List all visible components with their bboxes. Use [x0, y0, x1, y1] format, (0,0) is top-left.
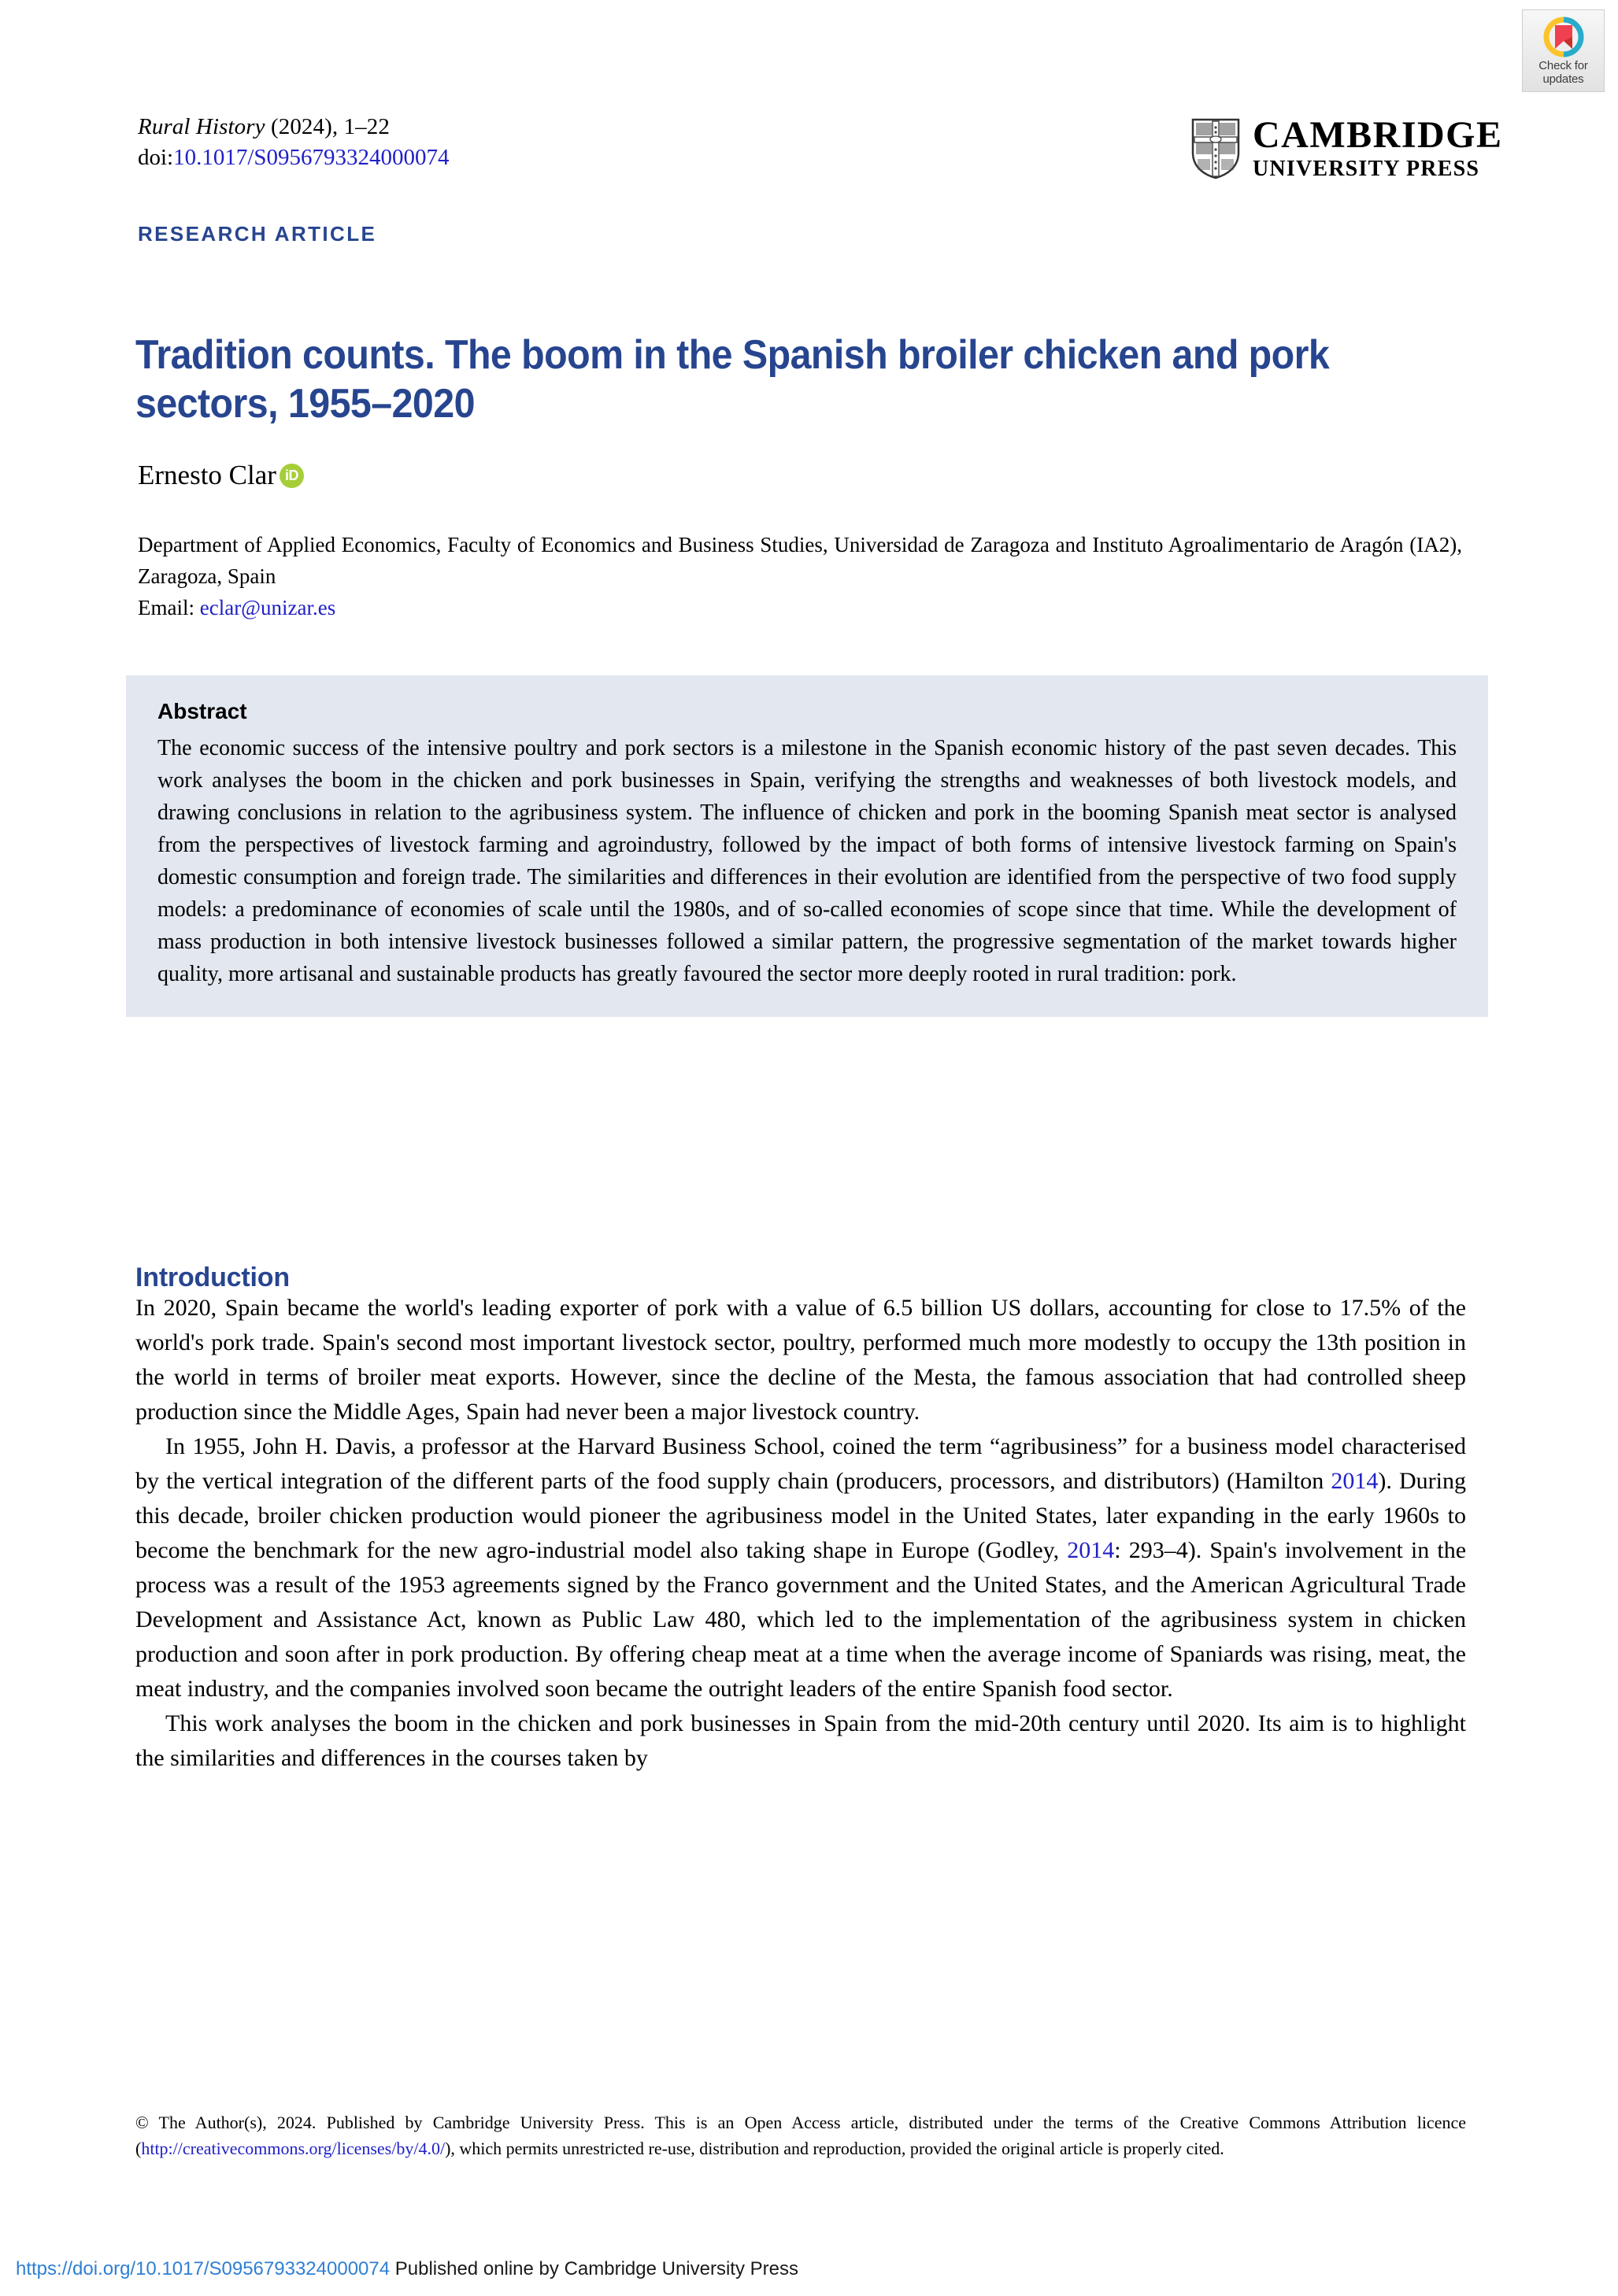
- paragraph-3: This work analyses the boom in the chicken and pork businesses in Spain from the mid-20th century until 2020. Its aim is to highlight the similarities and differences in the courses taken by: [135, 1710, 1466, 1771]
- publisher-name-line1: CAMBRIDGE: [1253, 114, 1503, 156]
- crossmark-badge[interactable]: [1522, 9, 1605, 92]
- author-line: [138, 459, 304, 492]
- introduction-body: [135, 1291, 1466, 1776]
- author-name: Ernesto Clar: [138, 460, 276, 490]
- bottom-doi-link[interactable]: https://doi.org/10.1017/S0956793324000074: [16, 2258, 391, 2279]
- crossmark-label-line1: Check for: [1538, 59, 1588, 72]
- abstract-section: [126, 675, 1488, 1017]
- citation-link-hamilton[interactable]: 2014: [1331, 1468, 1379, 1494]
- author-email-line: [138, 592, 335, 623]
- citation-link-godley[interactable]: 2014: [1067, 1537, 1115, 1563]
- copyright-part2: ), which permits unrestricted re-use, distribution and reproduction, provided the original article is properly cited.: [445, 2139, 1224, 2158]
- copyright-part1: © The Author(s), 2024. Published by Cambridge University Press. This is an Open Access article, distributed under the terms of the Creative Commons Attribution licence (: [135, 2113, 1466, 2158]
- paragraph-2-part1: In 1955, John H. Davis, a professor at the Harvard Business School, coined the term “agribusiness” for a business model characterised by the vertical integration of the different parts of the food supply chain (producers, processors, and distributors) (Hamilton: [135, 1433, 1466, 1494]
- licence-link[interactable]: http://creativecommons.org/licenses/by/4.0/: [141, 2139, 446, 2158]
- email-label: Email:: [138, 596, 200, 619]
- bottom-published-text: Published online by Cambridge University Press: [390, 2258, 798, 2279]
- publisher-wordmark: [1253, 116, 1503, 180]
- doi-line: [138, 142, 450, 172]
- journal-meta: (2024), 1–22: [265, 114, 390, 139]
- crossmark-label-line2: updates: [1542, 72, 1584, 86]
- article-type-label: RESEARCH ARTICLE: [138, 222, 377, 246]
- section-heading-introduction: Introduction: [135, 1263, 290, 1293]
- paragraph-2-part2: ). During this decade, broiler chicken production would pioneer the agribusiness model in the United States, later expanding in the early 1960s to become the benchmark for the new agro-industrial model also taking shape in Europe (Godley,: [135, 1468, 1467, 1563]
- publisher-name-line2: UNIVERSITY PRESS: [1253, 157, 1480, 181]
- publisher-logo: [1191, 116, 1503, 180]
- doi-link[interactable]: 10.1017/S0956793324000074: [173, 145, 450, 170]
- page-title: Tradition counts. The boom in the Spanish broiler chicken and pork sectors, 1955–2020: [135, 331, 1330, 427]
- cambridge-shield-icon: [1191, 118, 1240, 179]
- email-link[interactable]: eclar@unizar.es: [199, 596, 336, 619]
- crossmark-label: [1538, 59, 1587, 86]
- doi-prefix: doi:: [138, 145, 174, 170]
- paragraph-1: In 2020, Spain became the world's leading exporter of pork with a value of 6.5 billion US dollars, accounting for close to 17.5% of the world's pork trade. Spain's second most important livestock sector, poultry, performed much more modestly to occupy the 13th position in the world in terms of broiler meat exports. However, since the decline of the Mesta, the famous association that had controlled sheep production since the Middle Ages, Spain had never been a major livestock country.: [135, 1295, 1466, 1425]
- paragraph-2: [135, 1429, 1466, 1706]
- orcid-icon[interactable]: iD: [280, 464, 304, 488]
- bottom-banner: [16, 2258, 798, 2280]
- abstract-heading: Abstract: [157, 699, 247, 723]
- journal-citation: [138, 112, 390, 142]
- abstract-body: The economic success of the intensive poultry and pork sectors is a milestone in the Spanish economic history of the past seven decades. This work analyses the boom in the chicken and pork businesses in Spain, verifying the strengths and weaknesses of both livestock models, and drawing conclusions in relation to the agribusiness system. The influence of chicken and pork in the booming Spanish meat sector is analysed from the perspectives of livestock farming and agroindustry, followed by the impact of both forms of intensive livestock farming on Spain's domestic consumption and foreign trade. The similarities and differences in their evolution are identified from the perspective of two food supply models: a predominance of economies of scale until the 1980s, and of so-called economies of scope since that time. While the development of mass production in both intensive livestock businesses followed a similar pattern, the progressive segmentation of the market towards higher quality, more artisanal and sustainable products has greatly favoured the sector more deeply rooted in rural tradition: pork.: [157, 736, 1457, 986]
- author-affiliation: Department of Applied Economics, Faculty of Economics and Business Studies, Universidad de Zaragoza and Instituto Agroalimentario de Aragón (IA2), Zaragoza, Spain: [138, 533, 1462, 588]
- journal-name: Rural History: [138, 114, 265, 139]
- crossmark-icon: [1543, 17, 1584, 57]
- paragraph-2-part3: : 293–4). Spain's involvement in the process was a result of the 1953 agreements signed by the Franco government and the United States, and the American Agricultural Trade Development and Assistance Act, known as Public Law 480, which led to the implementation of the agribusiness system in chicken production and soon after in pork production. By offering cheap meat at a time when the average income of Spaniards was rising, meat, the meat industry, and the companies involved soon became the outright leaders of the entire Spanish food sector.: [135, 1537, 1467, 1702]
- copyright-notice: [135, 2109, 1466, 2161]
